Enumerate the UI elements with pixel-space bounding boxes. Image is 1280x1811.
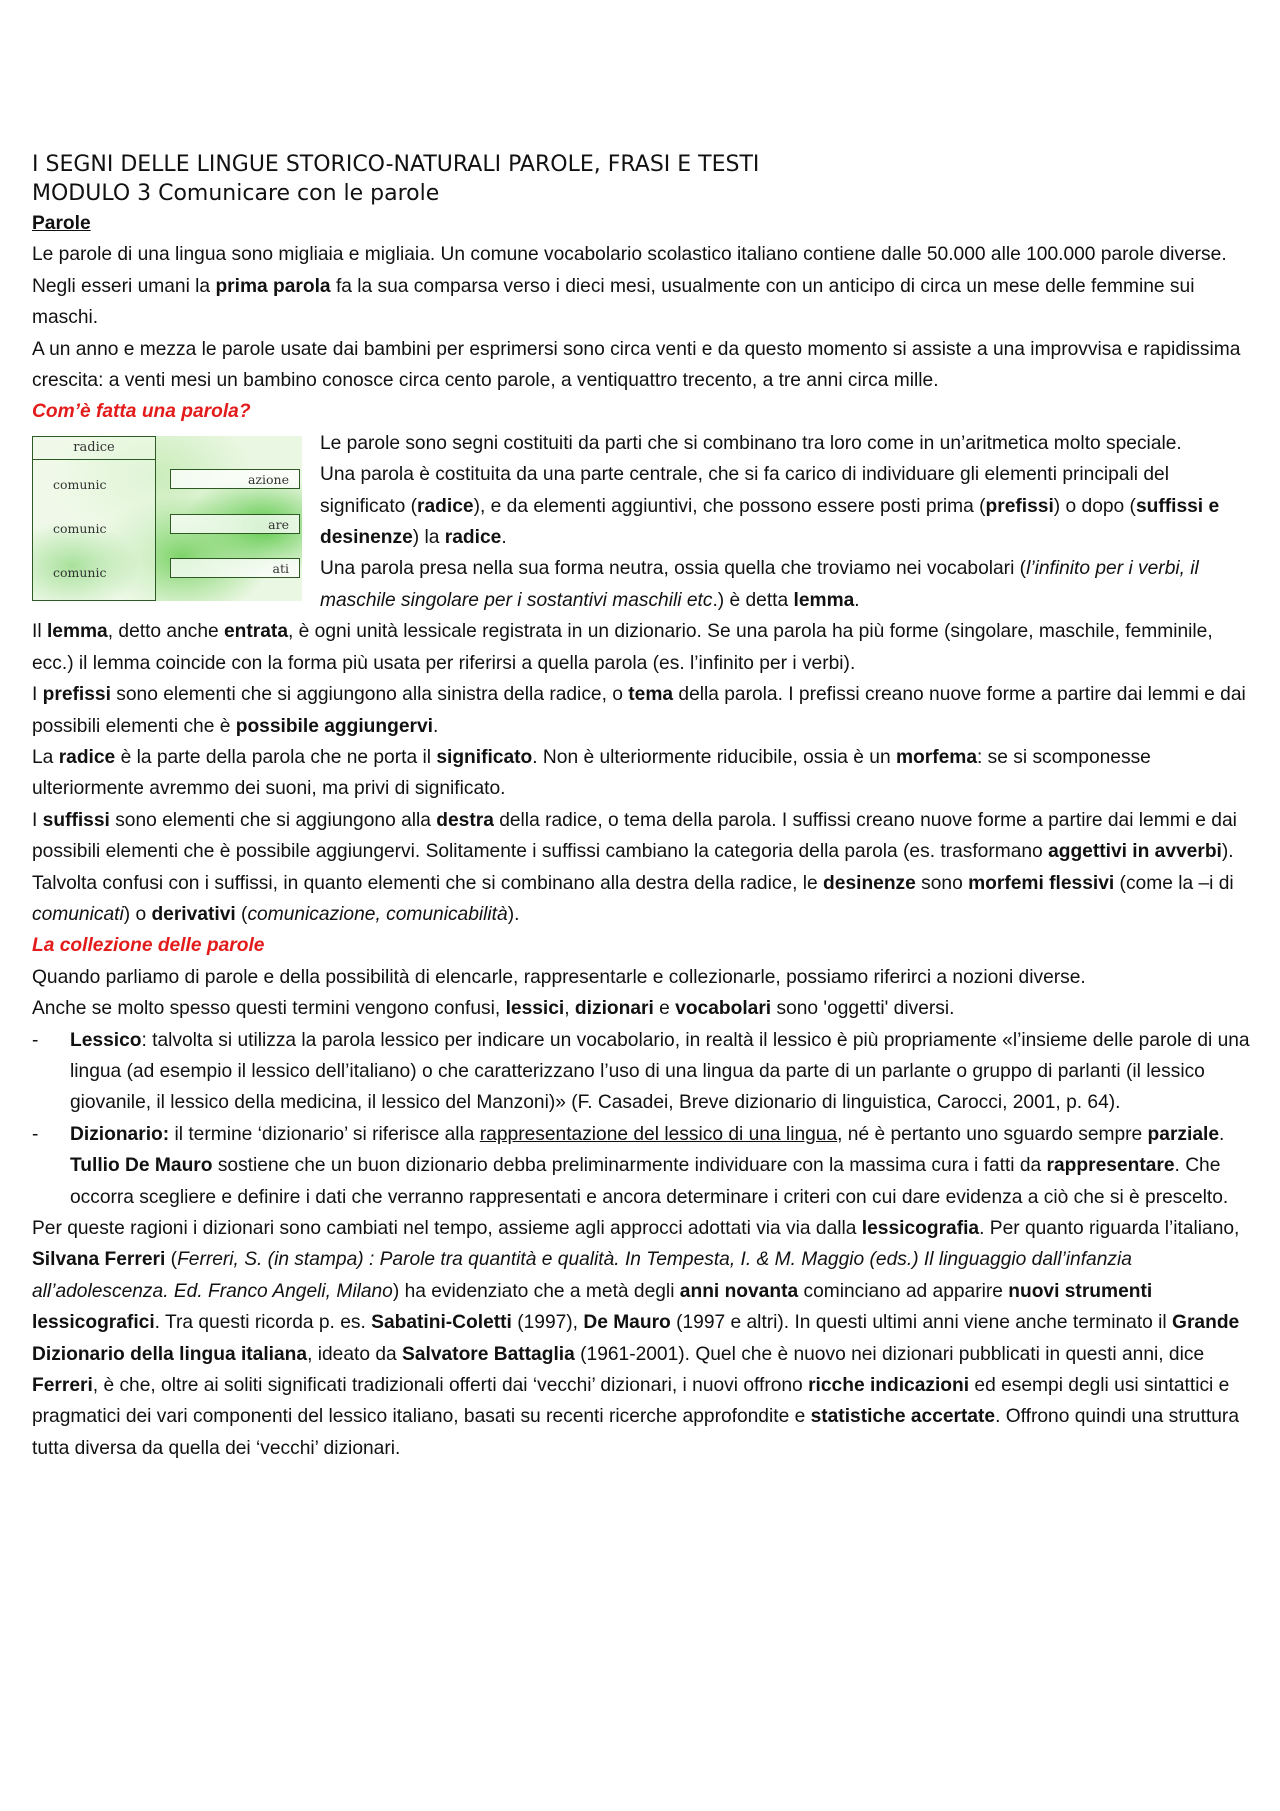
heading-la-collezione-delle-parole: La collezione delle parole bbox=[32, 935, 265, 957]
word-structure-block bbox=[32, 428, 1250, 616]
paragraph-3: A un anno e mezza le parole usate dai bambini per esprimersi sono circa venti e da questo momento si assiste a una improvvisa e rapidissima crescita: a venti mesi un bambino conosce circa cento parole, a ventiquattro trecento, a tre anni circa mille. bbox=[32, 338, 1241, 392]
suffix-box: are bbox=[170, 514, 300, 534]
paragraph-9: La radice è la parte della parola che ne porta il significato. Non è ulteriormente riducibile, ossia è un morfema: se si scomponesse ulteriormente avremmo dei suoni, ma privi di significato. bbox=[32, 746, 1151, 800]
paragraph-5: Una parola è costituita da una parte centrale, che si fa carico di individuare gli elementi principali del significato (radice), e da elementi aggiuntivi, che possono essere posti prima (prefissi) o dopo (suffissi e desinenze) la radice. bbox=[320, 464, 1220, 549]
paragraph-12: Quando parliamo di parole e della possibilità di elencarle, rappresentarle e collezionarle, possiamo riferirci a nozioni diverse. bbox=[32, 966, 1086, 988]
document-page bbox=[32, 150, 1250, 1464]
paragraph-6: Una parola presa nella sua forma neutra, ossia quella che troviamo nei vocabolari (l’infinito per i verbi, il maschile singolare per i sostantivi maschili etc.) è detta lemma. bbox=[320, 558, 1199, 611]
root-panel bbox=[32, 436, 156, 601]
root-word: comunic bbox=[53, 520, 107, 536]
list-item-dizionario: - Dizionario: il termine ‘dizionario’ si riferisce alla rappresentazione del lessico di una lingua, né è pertanto uno sguardo sempre parziale. Tullio De Mauro sostiene che un buon dizionario debba preliminarmente individuare con la massima cura i fatti da rappresentare. Che occorra scegliere e definire i dati che verranno rappresentati e ancora determinare i criteri con cui dare evidenza a ciò che si è prescelto. bbox=[32, 1119, 1250, 1213]
word-structure-diagram bbox=[32, 436, 302, 601]
root-panel-header: radice bbox=[33, 437, 155, 460]
document-title-line-2: MODULO 3 Comunicare con le parole bbox=[32, 181, 440, 206]
root-word: comunic bbox=[53, 564, 107, 580]
paragraph-2: Negli esseri umani la prima parola fa la sua comparsa verso i dieci mesi, usualmente con un anticipo di circa un mese delle femmine sui maschi. bbox=[32, 275, 1195, 329]
paragraph-4: Le parole sono segni costituiti da parti che si combinano tra loro come in un’aritmetica molto speciale. bbox=[320, 432, 1182, 454]
root-word: comunic bbox=[53, 476, 107, 492]
paragraph-14: Per queste ragioni i dizionari sono cambiati nel tempo, assieme agli approcci adottati via via dalla lessicografia. Per quanto riguarda l’italiano, Silvana Ferreri (Ferreri, S. (in stampa) : Parole tra quantità e qualità. In Tempesta, I. & M. Maggio (eds.) Il linguaggio dall’infanzia all’adolescenza. Ed. Franco Angeli, Milano) ha evidenziato che a metà degli anni novanta cominciano ad apparire nuovi strumenti lessicografici. Tra questi ricorda p. es. Sabatini-Coletti (1997), De Mauro (1997 e altri). In questi ultimi anni viene anche terminato il Grande Dizionario della lingua italiana, ideato da Salvatore Battaglia (1961-2001). Quel che è nuovo nei dizionari pubblicati in questi anni, dice Ferreri, è che, oltre ai soliti significati tradizionali offerti dai ‘vecchi’ dizionari, i nuovi offrono ricche indicazioni ed esempi degli usi sintattici e pragmatici dei vari componenti del lessico italiano, basati su recenti ricerche approfondite e statistiche accertate. Offrono quindi una struttura tutta diversa da quella dei ‘vecchi’ dizionari. bbox=[32, 1218, 1240, 1459]
paragraph-10: I suffissi sono elementi che si aggiungono alla destra della radice, o tema della parola. I suffissi creano nuove forme a partire dai lemmi e dai possibili elementi che è possibile aggiungervi. Solitamente i suffissi cambiano la categoria della parola (es. trasformano aggettivi in avverbi). bbox=[32, 809, 1237, 863]
suffix-box: ati bbox=[170, 558, 300, 578]
suffix-box: azione bbox=[170, 469, 300, 489]
list-dash: - bbox=[32, 1029, 39, 1051]
paragraph-1: Le parole di una lingua sono migliaia e migliaia. Un comune vocabolario scolastico italiano contiene dalle 50.000 alle 100.000 parole diverse. bbox=[32, 244, 1227, 266]
heading-parole: Parole bbox=[32, 213, 91, 234]
document-title-line-1: I SEGNI DELLE LINGUE STORICO-NATURALI PAROLE, FRASI E TESTI bbox=[32, 152, 760, 177]
paragraph-11: Talvolta confusi con i suffissi, in quanto elementi che si combinano alla destra della radice, le desinenze sono morfemi flessivi (come la –i di comunicati) o derivativi (comunicazione, comunicabilità). bbox=[32, 872, 1234, 925]
paragraph-8: I prefissi sono elementi che si aggiungono alla sinistra della radice, o tema della parola. I prefissi creano nuove forme a partire dai lemmi e dai possibili elementi che è possibile aggiungervi. bbox=[32, 684, 1246, 737]
paragraph-13: Anche se molto spesso questi termini vengono confusi, lessici, dizionari e vocabolari sono 'oggetti' diversi. bbox=[32, 998, 955, 1020]
list-dash: - bbox=[32, 1123, 39, 1145]
list-item-lessico: - Lessico: talvolta si utilizza la parola lessico per indicare un vocabolario, in realtà il lessico è più propriamente «l’insieme delle parole di una lingua (ad esempio il lessico dell’italiano) o che caratterizzano l’uso di una lingua da parte di un parlante o gruppo di parlanti (il lessico giovanile, il lessico della medicina, il lessico del Manzoni)» (F. Casadei, Breve dizionario di linguistica, Carocci, 2001, p. 64). bbox=[32, 1025, 1250, 1119]
definitions-list bbox=[32, 1025, 1250, 1213]
paragraph-7: Il lemma, detto anche entrata, è ogni unità lessicale registrata in un dizionario. Se una parola ha più forme (singolare, maschile, femminile, ecc.) il lemma coincide con la forma più usata per riferirsi a quella parola (es. l’infinito per i verbi). bbox=[32, 621, 1213, 674]
heading-come-fatta-una-parola: Com’è fatta una parola? bbox=[32, 401, 251, 423]
